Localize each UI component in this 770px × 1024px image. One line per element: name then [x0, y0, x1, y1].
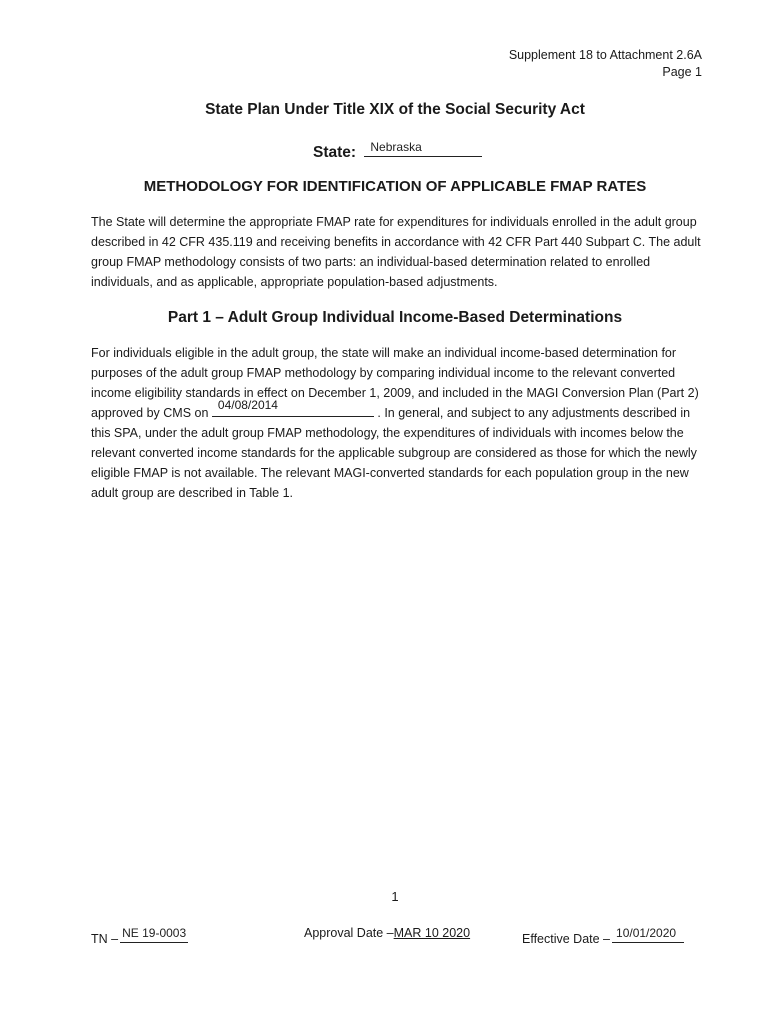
state-value: Nebraska [370, 140, 422, 154]
part1-heading: Part 1 – Adult Group Individual Income-Based Determinations [167, 309, 623, 326]
page-label: Page 1 [662, 65, 702, 79]
page-number: 1 [391, 889, 399, 904]
approval-date-value: MAR 10 2020 [393, 926, 471, 940]
footer-tn [91, 926, 188, 946]
footer-approval [304, 926, 470, 940]
tn-value: NE 19-0003 [122, 926, 187, 940]
document-title: State Plan Under Title XIX of the Social Security Act [205, 101, 585, 118]
part1-text-after: . In general, and subject to any adjustments described in this SPA, under the adult group FMAP methodology, the expenditures of individuals with incomes below the relevant converted income standards for the applicable subgroup are considered as those for which the newly eligible FMAP is not available. The relevant MAGI-converted standards for each population group in the new adult group are described in Table 1. [91, 406, 697, 500]
state-line [313, 138, 482, 162]
footer-effective [522, 926, 684, 946]
approval-date-label: Approval Date – [304, 926, 394, 940]
state-field[interactable] [364, 138, 482, 157]
effective-date-value: 10/01/2020 [616, 926, 677, 940]
tn-field[interactable] [120, 926, 188, 943]
effective-date-label: Effective Date – [522, 932, 611, 946]
part1-text-before: For individuals eligible in the adult group, the state will make an individual income-based determination for purposes of the adult group FMAP methodology by comparing individual income to the relevant converted income eligibility standards in effect on December 1, 2009, and included in the MAGI Conversion Plan (Part 2) approved by CMS on [91, 346, 699, 420]
document-header [509, 47, 702, 81]
state-label: State: [313, 144, 357, 161]
tn-label: TN – [91, 932, 119, 946]
intro-text: The State will determine the appropriate FMAP rate for expenditures for individuals enrolled in the adult group described in 42 CFR 435.119 and receiving benefits in accordance with 42 CFR Part 440 Subpart C. The adult group FMAP methodology consists of two parts: an individual-based determination related to enrolled individuals, and as applicable, appropriate population-based adjustments. [91, 215, 701, 289]
intro-paragraph [91, 212, 711, 292]
supplement-label: Supplement 18 to Attachment 2.6A [508, 48, 702, 62]
part1-paragraph [91, 343, 711, 503]
methodology-heading: METHODOLOGY FOR IDENTIFICATION OF APPLICABLE FMAP RATES [143, 178, 647, 195]
cms-approval-date-value: 04/08/2014 [217, 398, 278, 412]
cms-approval-date-field[interactable] [212, 398, 374, 417]
effective-date-field[interactable] [612, 926, 684, 943]
